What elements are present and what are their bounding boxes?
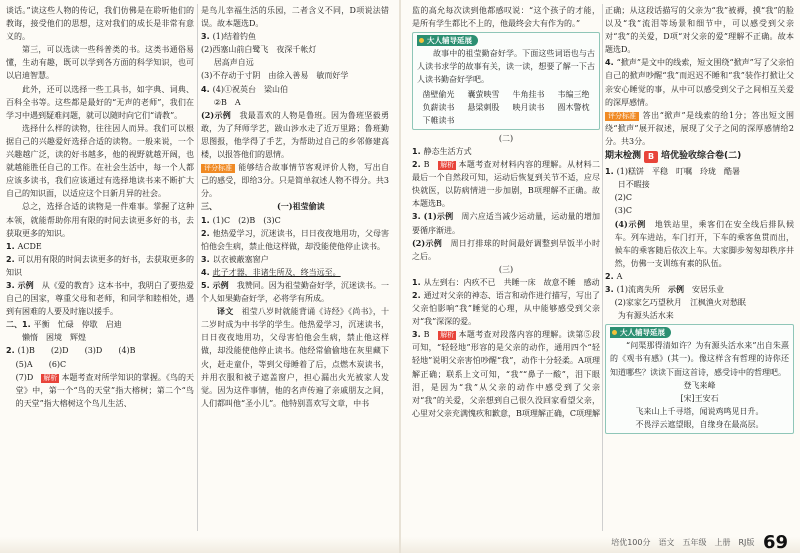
- answer-b2: 2. 他热爱学习，沉迷读书，日日夜夜地用功，父母害怕他会生病，禁止他这样做，却没能使他停止读书。: [201, 228, 389, 251]
- column-divider: [602, 4, 603, 531]
- idiom: 悬梁刺股: [467, 102, 500, 112]
- answer-b3: 3. 以衣被蔽塞窗户: [201, 254, 269, 264]
- jiexi-tag: 解析: [440, 331, 455, 340]
- section-2-answer-7: (7)D 解析 本题考查对所学知识的掌握。《鸟的天堂》中，第一个“鸟的天堂”指大榕树；第二个“鸟的天堂”指大榕树这个鸟儿生活、: [15, 372, 194, 408]
- extension-box-title: 大人辅导延展: [610, 327, 671, 338]
- column-1: [6, 4, 194, 531]
- score-standard-tag: 评分标准: [201, 164, 235, 173]
- section-2-answer-1: 二、1. 平衡 忙碌 停歇 启迪: [6, 319, 122, 330]
- answer-2: 2. 可以用有限的时间去读更多的好书，去获取更多的知识: [6, 254, 194, 277]
- column-divider: [197, 4, 198, 531]
- answer-f1-1: 1. (1)糕饼 平稳 叮嘱 玲珑 酷暑: [605, 167, 740, 177]
- text-para: 监的高允每次读到他都感叹说：“这个孩子的才能，是所有学生都比不上的，他最终会大有作为的。”: [412, 6, 600, 29]
- answer-e4: 4. “掀声”是文中的线索，短文围绕“掀声”写了父亲怕自己的掀声吵醒“我”而迟迟不睡和“我”装作打掀让父亲安心睡觉的事，从中可以感受到父子之间相互关爱的深厚感情。: [605, 58, 794, 107]
- score-standard-tag: 评分标准: [605, 112, 639, 121]
- answer-c3-2: (2)示例 周日打排球的时间最好调整到早饭半小时之后。: [412, 237, 600, 261]
- extension-box-text: “问渠那得清如许？为有源头活水来”出自朱熹的《观书有感》(其一)。像这样含有哲理的诗你还知道哪些？读读下面这首诗，感受诗中的哲理吧。: [610, 341, 789, 377]
- answer-f3-1: 3. (1)流离失所 示例 安居乐业: [605, 283, 724, 294]
- answer-1: 1. ACDE: [6, 241, 42, 251]
- section-2-answer-1b: 懒惰 困境 辉煌: [22, 333, 86, 343]
- jiexi-tag: 解析: [440, 161, 455, 170]
- jiexi-tag: 解析: [43, 373, 58, 382]
- text-para: 选择什么样的读物，往往因人而异。我们可以根据自己的兴趣爱好选择合适的读物。一般来说，一个兴趣越广泛，读的好书越多，他的视野就越开阔，也就越能胜任自己的工作。在社会生活中，每一个人都应该多读书，我们应该通过有选择地读书来不断扩大自己的知识面，以适应这个日新月异的社会。: [6, 123, 194, 199]
- answer-4-1: 4. (4)①祝英台 梁山伯: [201, 84, 288, 94]
- exam-subtitle: 培优验收综合卷(二): [661, 151, 742, 162]
- idiom: 负薪读书: [422, 102, 455, 112]
- section-2-answer-2: 2. (1)B (2)D (3)D (4)B: [6, 346, 136, 356]
- poem-title: 登飞来峰: [683, 380, 716, 390]
- section-er-heading: (二): [498, 133, 514, 143]
- idiom: 下帷读书: [422, 115, 455, 125]
- answer-f3-3: 为有源头活水来: [617, 311, 674, 321]
- answer-d2: 2. 通过对父亲的神态、语言和动作进行描写，写出了父亲怕影响“我”睡觉的心理，从中能够感受到父亲对“我”深深的爱。: [412, 290, 600, 327]
- extension-box: [412, 32, 600, 130]
- answer-3-3: 居高声自远: [213, 58, 254, 68]
- section-2-answer-2b: (5)A (6)C: [15, 359, 67, 369]
- poem-author: [宋]王安石: [680, 393, 719, 403]
- answer-f3-2: (2)家家乞巧望秋月 江枫渔火对愁眠: [614, 298, 746, 308]
- answer-4-2: ②B A: [213, 97, 241, 107]
- answer-d1: 1. 从左到右：内疚不已 共睡一床 故意不睡 感动: [412, 277, 600, 287]
- answer-3-1: 3. (1)结着钓鱼: [201, 32, 256, 42]
- answer-b5: 5. 示例 我赞同。因为祖莹勤奋好学，沉迷读书。一个人如果勤奋好学，必将学有所成。: [201, 279, 389, 304]
- idiom-grid: [417, 88, 595, 127]
- column-4: [605, 4, 794, 531]
- column-3: [412, 4, 600, 531]
- extension-box-text: 故事中的祖莹勤奋好学。下面这些词语也与古人读书求学的故事有关，读一读，想要了解一下古人读书勤奋好学吧。: [417, 49, 595, 85]
- poem-line: 不畏浮云遮望眼，自缘身在最高层。: [635, 419, 764, 429]
- extension-box-title: 大人辅导延展: [417, 35, 478, 46]
- answer-d3: 3. B 解析 本题考查对段落内容的理解。读第⑤段可知，“轻轻地”形容的是父亲的动作，通用四个“轻轻地”说明父亲害怕吵醒“我”，动作十分轻柔。A项理解正确；联系上文可知，“我”“鼻子一酸”，泪下眼泪，是因为“我”从父亲的动作中感受到了父亲对“我”的关爱，父亲想到自己很久没回家看望父亲，心里对父亲充满愧疚和歉意，B项理解正确，C项理解: [412, 330, 600, 418]
- answer-b1: 1. (1)C (2)B (3)C: [201, 215, 281, 225]
- section-3-heading: 三、 (一)祖莹偷读: [201, 201, 325, 212]
- answer-c1: 1. 静态生活方式: [412, 146, 472, 156]
- score-standard: 评分标准 答出“掀声”是线索的给1分；答出短文围绕“掀声”展开叙述，展现了父子之间的深厚感情给2分。共3分。: [605, 110, 794, 146]
- text-para: 正确；从这段话描写的父亲为“我”被褥，摸“我”的脸以及“我”流泪等场景和细节中，可以感受到父亲对“我”的关爱，D项“对父亲的爱”理解不正确。故本题选D。: [605, 6, 794, 55]
- footer-text: 培优100分 语文 五年级 上册 RJ版: [611, 537, 755, 547]
- text-para: 谈话。”读这些人物的传记，我们仿佛是在聆听他们的教诲，接受他们的思想，这对我们的成长是非常有意义的。: [6, 6, 194, 42]
- left-page-bottom-shade: [0, 537, 400, 553]
- idiom: 囊萤映雪: [467, 89, 500, 99]
- idiom: 映月读书: [512, 102, 545, 112]
- answer-3: 3. 示例 从《爱的教育》这本书中，我明白了要热爱自己的国家，尊重父母和老师，和同学和睦相处，遇到有困难的人要及时施以援手。: [6, 279, 194, 317]
- answer-f1-2: (2)C: [614, 193, 633, 203]
- answer-3-2: (2)西塞山前白鹭飞 夜深千帐灯: [201, 45, 317, 55]
- answer-c3-1: 3. (1)示例 周六应适当减少运动量，运动量的增加要循序渐进。: [412, 211, 600, 235]
- answer-3-4: (3)不存动于寸阴 由徐入善易 敏而好学: [201, 71, 349, 81]
- answer-c2: 2. B 解析 本题考查对材料内容的理解。从材料二最后一个自然段可知，运动后恢复到关节不适，应尽快就医，以防病情进一步加剧，B项理解不正确。故本题选B。: [412, 160, 600, 209]
- text-para: 第三，可以选读一些科普类的书。这类书通俗易懂，生动有趣，既可以学到各方面的科学知识，也可以启迪智慧。: [6, 45, 194, 81]
- answer-4-3: (2)示例 我最喜欢的人物是鲁班。因为鲁班坚毅勇敢，为了拜师学艺，跋山涉水走了近万里路；鲁班勤思图报，他学得了手艺，为帮助过自己的乡邻修建高楼，以报答他们的恩情。: [201, 109, 389, 160]
- answer-f1-4: (4)示例 地铁站里，乘客们在安全线后排队候车。列车进站，车门打开，下车的乘客鱼贯而出，候车的乘客随后依次上车。大家脚步匆匆却秩序井然，仿佛一支训练有素的队伍。: [614, 218, 794, 268]
- section-san-heading: (三): [498, 264, 514, 274]
- idiom: 圆木警枕: [557, 102, 590, 112]
- poem-line: 飞来山上千寻塔，闻说鸡鸣见日升。: [635, 406, 764, 416]
- idiom: 凿壁偷光: [422, 89, 455, 99]
- idiom: 韦编三绝: [557, 89, 590, 99]
- column-2: [201, 4, 389, 531]
- text-para: 是鸟儿幸福生活的乐园，二者含义不同，D项说法错误。故本题选D。: [201, 6, 389, 29]
- translation: 译文 祖莹八岁时就能背诵《诗经》《尚书》，十二岁时成为中书学的学生。他热爱学习，沉迷读书，日日夜夜地用功，父母害怕他会生病，禁止他这样做，却没能使他停止读书。他经常偷偷地在灰里藏下火，赶走童仆，等到父母睡着了后，点燃木炭读书，并用衣服和被子遮盖窗户，担心漏出火光被家人发觉。因为这件事情，他的名声传遍了亲戚朋友之间，人们都叫他“圣小儿”。他特别喜欢写文章，中书: [201, 306, 389, 408]
- idiom: 牛角挂书: [512, 89, 545, 99]
- answer-f2: 2. A: [605, 271, 623, 281]
- text-para: 此外，还可以选择一些工具书，如字典、词典、百科全书等。这些都是最好的“无声的老师”，我们在学习中遇到疑难问题，就可以随时向它们“请教”。: [6, 84, 194, 120]
- text-para: 总之，选择合适的读物是一件难事。掌握了这种本领，就能帮助你用有限的时间去读更多好的书，去获取更多的知识。: [6, 202, 194, 238]
- answer-f1-3: (3)C: [614, 206, 633, 216]
- extension-box: [605, 324, 794, 434]
- exam-title: 期末检测: [605, 151, 642, 162]
- page-footer: [611, 531, 788, 553]
- score-standard: 评分标准 能够结合故事情节客观评价人物，写出自己的感受，即给3分。只是简单叙述人物不得分。共3分。: [201, 163, 389, 199]
- exam-b-badge: B卷: [644, 151, 658, 163]
- page-number: 69: [762, 531, 788, 553]
- answer-f1-1b: 日不暇接: [617, 180, 650, 190]
- page-gutter: [399, 0, 401, 553]
- answer-b4: 4. 此子才器，非诸生所及，终当远至。: [201, 267, 341, 277]
